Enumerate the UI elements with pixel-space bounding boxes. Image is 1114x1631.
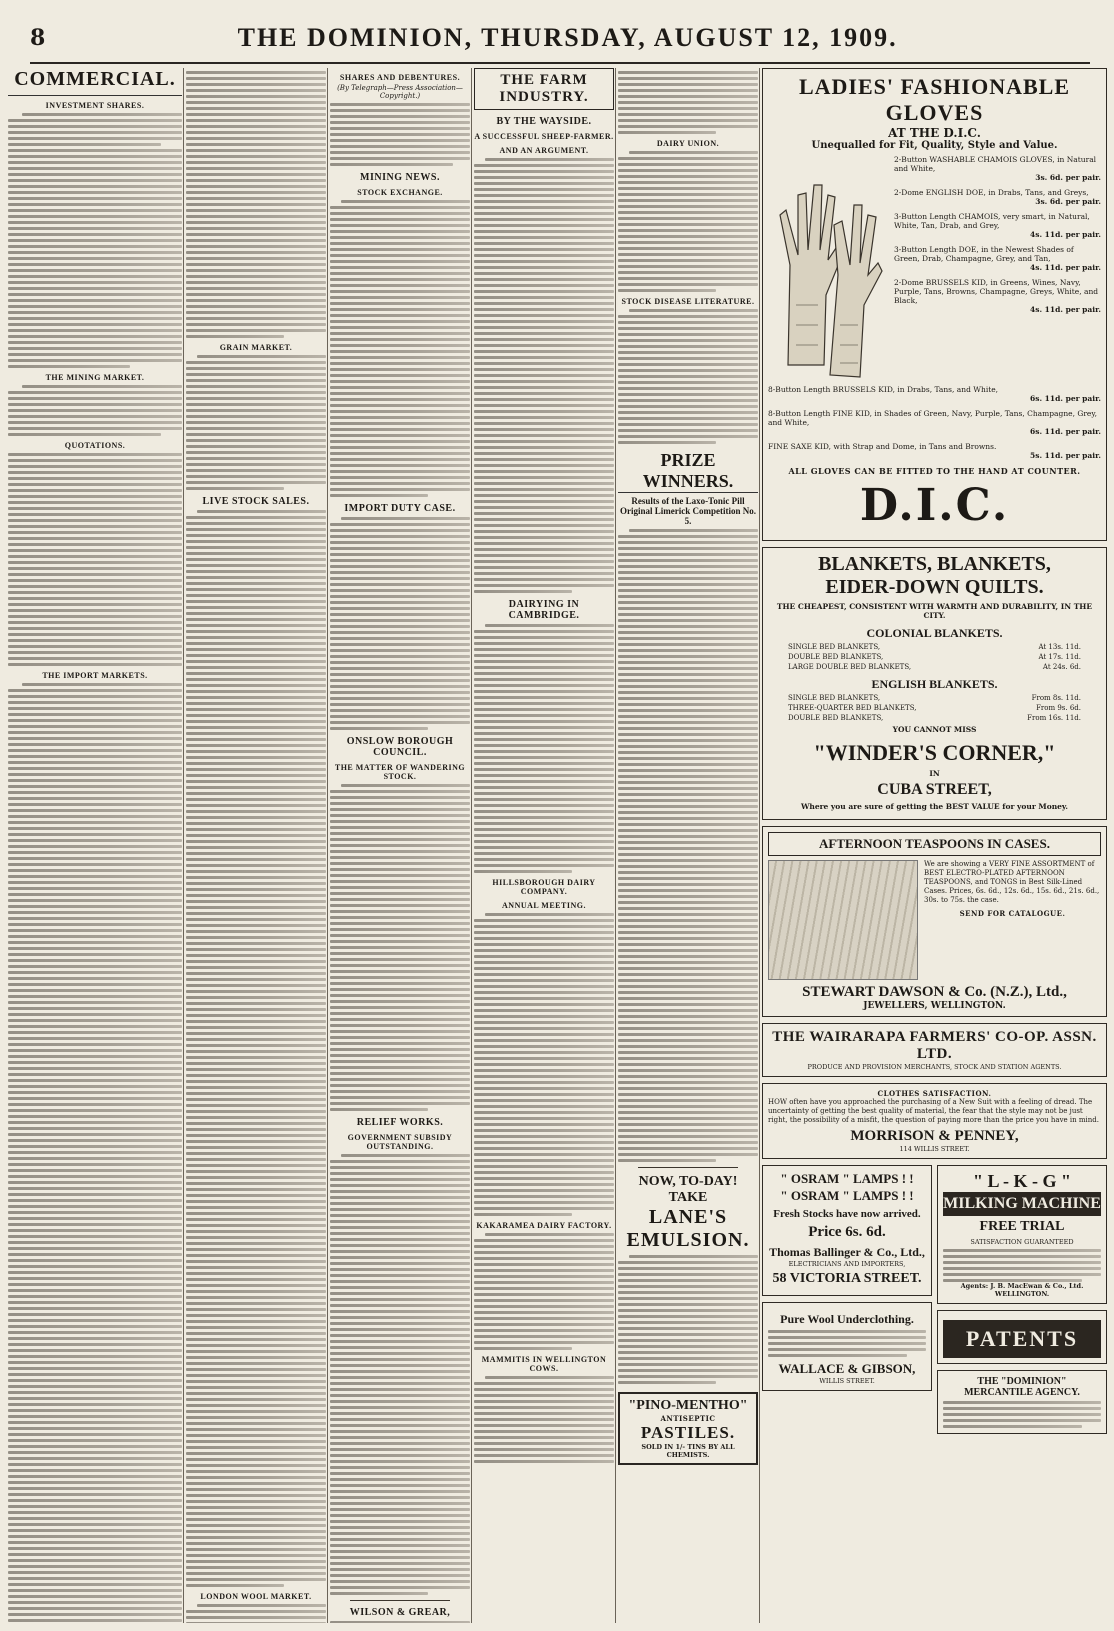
teaspoons-text: We are showing a VERY FINE ASSORTMENT of BEST ELECTRO-PLATED AFTERNOON TEASPOONS, and TONGS in Best Silk-Lined Cases. Prices, 6s. 6d., 12s. 6d., 15s. 6d., 21s. 6d., 30s. to 75s. the case. [924, 860, 1100, 905]
gloves-at: AT THE D.I.C. [888, 126, 981, 140]
lane-now-today: NOW, TO-DAY! TAKE [638, 1174, 738, 1205]
advertisements-column [762, 68, 1107, 1623]
masthead [30, 14, 1090, 64]
price-row: DOUBLE BED BLANKETS, At 17s. 11d. [788, 653, 1081, 661]
column-rule [183, 68, 184, 1623]
osram-price: Price 6s. 6d. [808, 1224, 886, 1241]
teaspoons-title: AFTERNOON TEASPOONS IN CASES. [768, 832, 1101, 856]
shares-column [330, 68, 470, 1623]
live-stock-sales-heading: LIVE STOCK SALES. [202, 496, 310, 507]
satisfaction: SATISFACTION GUARANTEED [970, 1238, 1074, 1247]
teaspoons-ad [762, 826, 1107, 1017]
sheep-farmer-heading: A SUCCESSFUL SHEEP-FARMER. [474, 132, 614, 141]
price-row: LARGE DOUBLE BED BLANKETS, At 24s. 6d. [788, 663, 1081, 671]
teaspoons-illustration [768, 860, 918, 980]
in-label: IN [929, 769, 940, 778]
dairy-column [618, 68, 758, 1623]
colonial-heading: COLONIAL BLANKETS. [866, 626, 1003, 640]
grain-market-heading: GRAIN MARKET. [219, 343, 293, 352]
pure-wool: Pure Wool Underclothing. [780, 1312, 914, 1327]
cannot-miss: YOU CANNOT MISS [892, 725, 977, 734]
hillsborough-heading: HILLSBOROUGH DAIRY COMPANY. [492, 878, 596, 896]
clothes-ad [762, 1083, 1107, 1159]
investment-shares-heading: INVESTMENT SHARES. [45, 101, 145, 110]
prize-winners-heading: PRIZE WINNERS. [618, 450, 758, 493]
price-row: THREE-QUARTER BED BLANKETS, From 9s. 6d. [788, 704, 1081, 712]
gloves-ad [762, 68, 1107, 541]
import-markets-heading: THE IMPORT MARKETS. [42, 671, 148, 680]
column-rule [615, 68, 616, 1623]
osram-line-1: " OSRAM " LAMPS ! ! [780, 1171, 914, 1187]
pino-antiseptic: ANTISEPTIC [660, 1414, 716, 1423]
mercantile-ad [937, 1370, 1107, 1434]
glove-item: 2-Button WASHABLE CHAMOIS GLOVES, in Natural and White, 3s. 6d. per pair. [894, 155, 1101, 182]
patents-ad [937, 1310, 1107, 1364]
gov-subsidy-heading: GOVERNMENT SUBSIDY OUTSTANDING. [347, 1133, 453, 1151]
wairarapa-sub: PRODUCE AND PROVISION MERCHANTS, STOCK AND STATION AGENTS. [807, 1063, 1062, 1071]
stock-exchange-heading: STOCK EXCHANGE. [357, 188, 443, 197]
gloves-illustration [768, 155, 888, 385]
osram-line-2: " OSRAM " LAMPS ! ! [780, 1188, 914, 1204]
mammitis-heading: MAMMITIS IN WELLINGTON COWS. [481, 1355, 607, 1373]
price-row: SINGLE BED BLANKETS, At 13s. 11d. [788, 643, 1081, 651]
right-ads [937, 1165, 1107, 1440]
stock-disease-heading: STOCK DISEASE LITERATURE. [621, 297, 755, 306]
shares-heading: SHARES AND DEBENTURES. [339, 73, 461, 82]
glove-item: 3-Button Length DOE, in the Newest Shades of Green, Drab, Champagne, Grey, and Tan, 4s. 11d. per pair. [894, 245, 1101, 272]
pino-mentho-ad [618, 1392, 758, 1465]
wallace-address: WILLIS STREET. [819, 1377, 875, 1386]
eiderdown-title: EIDER-DOWN QUILTS. [825, 576, 1044, 598]
pino-sold: SOLD IN 1/- TINS BY ALL CHEMISTS. [641, 1443, 735, 1459]
farm-industry-heading: THE FARM INDUSTRY. [474, 68, 614, 110]
glove-icon [768, 155, 888, 385]
relief-works-heading: RELIEF WORKS. [356, 1117, 444, 1128]
london-wool-heading: LONDON WOOL MARKET. [200, 1592, 312, 1601]
clothes-heading: CLOTHES SATISFACTION. [877, 1089, 992, 1098]
dairying-heading: DAIRYING IN CAMBRIDGE. [508, 599, 580, 621]
wilson-grear-ad: WILSON & GREAR, [349, 1607, 451, 1618]
free-trial: FREE TRIAL [979, 1219, 1065, 1235]
masthead-title: THE DOMINION, THURSDAY, AUGUST 12, 1909. [237, 23, 898, 52]
byline: (By Telegraph—Press Association—Copyright.) [337, 84, 463, 100]
commercial-heading: COMMERCIAL. [8, 68, 182, 96]
glove-item: 8-Button Length FINE KID, in Shades of Green, Navy, Purple, Tans, Champagne, Grey, and White, 6s. 11d. per pair. [768, 409, 1101, 436]
price-row: SINGLE BED BLANKETS, From 8s. 11d. [788, 694, 1081, 702]
gloves-footer: ALL GLOVES CAN BE FITTED TO THE HAND AT COUNTER. [788, 466, 1081, 476]
wairarapa-title: THE WAIRARAPA FARMERS' CO-OP. ASSN. LTD. [772, 1029, 1097, 1062]
argument-heading: AND AN ARGUMENT. [499, 146, 589, 155]
lanes-emulsion-title: LANE'S EMULSION. [626, 1206, 750, 1251]
mining-market-heading: THE MINING MARKET. [45, 373, 145, 382]
markets-column [186, 68, 326, 1623]
wayside-heading: BY THE WAYSIDE. [496, 116, 592, 127]
dairy-union-heading: DAIRY UNION. [656, 139, 720, 148]
send-for-catalogue: SEND FOR CATALOGUE. [959, 909, 1066, 919]
glove-item: 2-Dome BRUSSELS KID, in Greens, Wines, Navy, Purple, Tans, Browns, Champagne, Greys, White, and Black, 4s. 11d. per pair. [894, 278, 1101, 314]
import-duty-heading: IMPORT DUTY CASE. [344, 503, 456, 514]
prize-subheading: Results of the Laxo-Tonic Pill Original Limerick Competition No. 5. [620, 496, 756, 526]
ballinger: Thomas Ballinger & Co., Ltd., [769, 1245, 925, 1260]
left-ads [762, 1165, 932, 1440]
blankets-ad [762, 547, 1107, 820]
morrison-penney: MORRISON & PENNEY, [850, 1128, 1019, 1145]
column-rule [759, 68, 760, 1623]
fresh-stocks: Fresh Stocks have now arrived. [773, 1208, 921, 1221]
lkg-ad [937, 1165, 1107, 1304]
gloves-title: LADIES' FASHIONABLE GLOVES [798, 74, 1071, 125]
wallace-ad [762, 1302, 932, 1391]
glove-list [894, 155, 1101, 385]
patents-logo: PATENTS [943, 1320, 1101, 1358]
column-rule [471, 68, 472, 1623]
page-number: 8 [30, 25, 46, 51]
gloves-sub: Unequalled for Fit, Quality, Style and Value. [811, 140, 1058, 151]
lkg-title: " L - K - G " [973, 1171, 1071, 1192]
price-row: DOUBLE BED BLANKETS, From 16s. 11d. [788, 714, 1081, 722]
glove-item: 3-Button Length CHAMOIS, very smart, in Natural, White, Tan, Drab, and Grey, 4s. 11d. per pair. [894, 212, 1101, 239]
article-text [8, 113, 182, 368]
best-value: Where you are sure of getting the BEST VALUE for your Money. [800, 802, 1069, 811]
onslow-heading: ONSLOW BOROUGH COUNCIL. [346, 736, 454, 758]
commercial-column [8, 68, 182, 1623]
wallace-gibson: WALLACE & GIBSON, [778, 1361, 916, 1377]
mercantile-title: THE "DOMINION" MERCANTILE AGENCY. [964, 1376, 1080, 1399]
jewellers: JEWELLERS, WELLINGTON. [863, 1001, 1006, 1011]
pino-name: "PINO-MENTHO" [628, 1398, 748, 1413]
english-heading: ENGLISH BLANKETS. [871, 677, 998, 691]
wairarapa-ad [762, 1023, 1107, 1077]
blankets-title: BLANKETS, BLANKETS, [818, 553, 1051, 575]
victoria-street: 58 VICTORIA STREET. [772, 1271, 922, 1287]
column-rule [327, 68, 328, 1623]
farm-column [474, 68, 614, 1623]
glove-item: FINE SAXE KID, with Strap and Dome, in Tans and Browns. 5s. 11d. per pair. [768, 442, 1101, 460]
morrison-address: 114 WILLIS STREET. [899, 1145, 970, 1154]
osram-ad [762, 1165, 932, 1296]
blankets-tagline: THE CHEAPEST, CONSISTENT WITH WARMTH AND DURABILITY, IN THE CITY. [776, 602, 1093, 620]
clothes-text: HOW often have you approached the purchasing of a New Suit with a feeling of dread. The uncertainty of getting the best quality of material, the fear that the style may not be just right, the possibility of a misfit, the question of paying more than the price you have in mind. [768, 1098, 1099, 1125]
milking-machine: MILKING MACHINE [943, 1192, 1101, 1216]
dic-logo: D.I.C. [859, 480, 1010, 531]
quotations-heading: QUOTATIONS. [64, 441, 126, 450]
pino-pastiles: PASTILES. [640, 1423, 736, 1442]
glove-item: 8-Button Length BRUSSELS KID, in Drabs, Tans, and White, 6s. 11d. per pair. [768, 385, 1101, 403]
ballinger-sub: ELECTRICIANS AND IMPORTERS, [788, 1260, 906, 1269]
kakaramea-heading: KAKARAMEA DAIRY FACTORY. [476, 1221, 612, 1230]
wandering-stock-heading: THE MATTER OF WANDERING STOCK. [334, 763, 466, 781]
winders-corner: "WINDER'S CORNER," [813, 740, 1056, 765]
annual-meeting-heading: ANNUAL MEETING. [502, 901, 586, 910]
lkg-agents: Agents: J. B. MacEwan & Co., Ltd. WELLINGTON. [960, 1282, 1084, 1299]
glove-item: 2-Dome ENGLISH DOE, in Drabs, Tans, and Greys, 3s. 6d. per pair. [894, 188, 1101, 206]
mining-news-heading: MINING NEWS. [360, 172, 440, 183]
cuba-street: CUBA STREET, [877, 781, 992, 798]
stewart-dawson: STEWART DAWSON & Co. (N.Z.), Ltd., [802, 984, 1067, 1000]
